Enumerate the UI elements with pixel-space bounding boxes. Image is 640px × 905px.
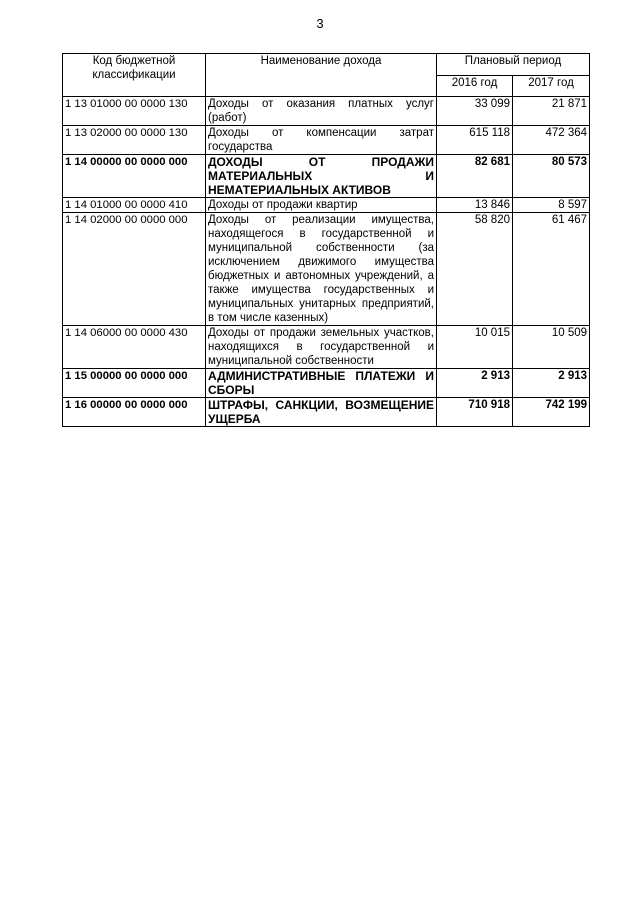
row-name: Доходы от компенсации затрат государства [206, 126, 437, 155]
table-row-total [63, 398, 590, 427]
header-code: Код бюджетной классификации [63, 54, 206, 97]
table-row-total [63, 369, 590, 398]
row-name: АДМИНИСТРАТИВНЫЕ ПЛАТЕЖИ И СБОРЫ [206, 369, 437, 398]
table-row-total [63, 155, 590, 198]
row-code: 1 16 00000 00 0000 000 [63, 398, 206, 427]
row-code: 1 14 00000 00 0000 000 [63, 155, 206, 198]
row-value-2017: 21 871 [513, 97, 590, 126]
row-value-2016: 33 099 [437, 97, 513, 126]
table-header-row [63, 54, 590, 76]
row-value-2017: 742 199 [513, 398, 590, 427]
row-value-2016: 13 846 [437, 198, 513, 213]
row-name: Доходы от реализации имущества, находящегося в государственной и муниципальной собственности (за исключением движимого имущества бюджетных и автономных учреждений, а также имущества государственных и муниципальных унитарных предприятий, в том числе казенных) [206, 213, 437, 326]
header-name: Наименование дохода [206, 54, 437, 97]
table-row [63, 126, 590, 155]
row-code: 1 14 01000 00 0000 410 [63, 198, 206, 213]
row-value-2017: 10 509 [513, 326, 590, 369]
row-value-2016: 710 918 [437, 398, 513, 427]
table-row [63, 198, 590, 213]
row-name: Доходы от продажи квартир [206, 198, 437, 213]
row-value-2017: 8 597 [513, 198, 590, 213]
row-value-2016: 82 681 [437, 155, 513, 198]
table-row [63, 326, 590, 369]
row-value-2017: 472 364 [513, 126, 590, 155]
row-code: 1 13 02000 00 0000 130 [63, 126, 206, 155]
revenue-table [62, 53, 590, 427]
table-row [63, 213, 590, 326]
row-value-2016: 10 015 [437, 326, 513, 369]
row-name: Доходы от продажи земельных участков, находящихся в государственной и муниципальной собственности [206, 326, 437, 369]
row-value-2017: 2 913 [513, 369, 590, 398]
header-period: Плановый период [437, 54, 590, 76]
row-value-2017: 80 573 [513, 155, 590, 198]
row-value-2016: 58 820 [437, 213, 513, 326]
row-code: 1 15 00000 00 0000 000 [63, 369, 206, 398]
row-code: 1 14 06000 00 0000 430 [63, 326, 206, 369]
header-year-2016: 2016 год [437, 75, 513, 97]
page-number: 3 [316, 16, 324, 31]
header-year-2017: 2017 год [513, 75, 590, 97]
row-name: ШТРАФЫ, САНКЦИИ, ВОЗМЕЩЕНИЕ УЩЕРБА [206, 398, 437, 427]
row-name: Доходы от оказания платных услуг (работ) [206, 97, 437, 126]
row-name: ДОХОДЫ ОТ ПРОДАЖИ МАТЕРИАЛЬНЫХ И НЕМАТЕРИАЛЬНЫХ АКТИВОВ [206, 155, 437, 198]
row-value-2016: 2 913 [437, 369, 513, 398]
row-value-2017: 61 467 [513, 213, 590, 326]
row-code: 1 13 01000 00 0000 130 [63, 97, 206, 126]
table-row [63, 97, 590, 126]
row-code: 1 14 02000 00 0000 000 [63, 213, 206, 326]
row-value-2016: 615 118 [437, 126, 513, 155]
